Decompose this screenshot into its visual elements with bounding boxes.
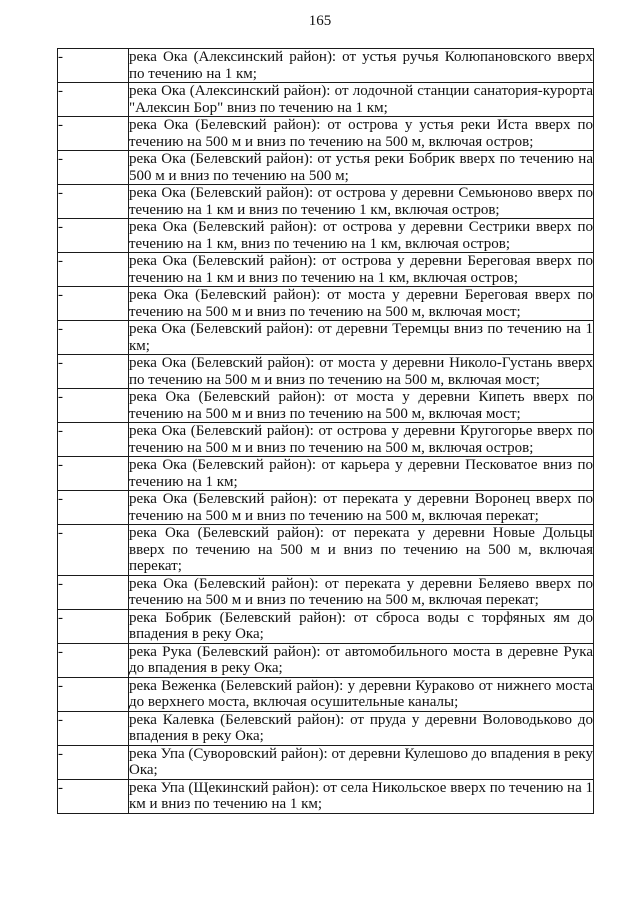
row-marker: - — [58, 355, 129, 389]
row-marker: - — [58, 321, 129, 355]
row-text: река Ока (Белевский район): от карьера у деревни Песковатое вниз по течению на 1 км; — [129, 457, 593, 490]
row-marker: - — [58, 525, 129, 576]
table-body — [58, 49, 594, 814]
row-text: река Ока (Белевский район): от острова у устья реки Иста вверх по течению на 500 м и вниз по течению на 500 м, включая остров; — [129, 117, 593, 150]
row-text: река Ока (Белевский район): от моста у деревни Николо-Густань вверх по течению на 500 м и вниз по течению на 500 м, включая мост; — [129, 355, 593, 388]
row-marker: - — [58, 185, 129, 219]
row-text: река Ока (Белевский район): от переката у деревни Воронец вверх по течению на 500 м и вниз по течению на 500 м, включая перекат; — [129, 491, 593, 524]
table-row — [58, 457, 594, 491]
row-text: река Ока (Алексинский район): от устья ручья Колюпановского вверх по течению на 1 км; — [129, 49, 593, 82]
table-row — [58, 643, 594, 677]
row-text: река Ока (Белевский район): от острова у деревни Сестрики вверх по течению на 1 км, вниз по течению на 1 км, включая остров; — [129, 219, 593, 252]
table-row — [58, 525, 594, 576]
row-text: река Ока (Белевский район): от острова у деревни Семьюново вверх по течению на 1 км и вниз по течению 1 км, включая остров; — [129, 185, 593, 218]
row-text: река Ока (Белевский район): от переката у деревни Новые Дольцы вверх по течению на 500 м и вниз по течению на 500 м, включая перекат; — [129, 525, 593, 574]
row-marker: - — [58, 219, 129, 253]
row-marker: - — [58, 117, 129, 151]
table-row — [58, 389, 594, 423]
row-marker: - — [58, 677, 129, 711]
row-text: река Ока (Белевский район): от переката у деревни Беляево вверх по течению на 500 м и вниз по течению на 500 м, включая перекат; — [129, 575, 593, 608]
row-text: река Ока (Белевский район): от моста у деревни Кипеть вверх по течению на 500 м и вниз по течению на 500 м, включая мост; — [129, 389, 593, 422]
row-text: река Упа (Суворовский район): от деревни Кулешово до впадения в реку Ока; — [129, 745, 593, 778]
row-text: река Упа (Щекинский район): от села Никольское вверх по течению на 1 км и вниз по течению на 1 км; — [129, 779, 593, 812]
row-text: река Ока (Алексинский район): от лодочной станции санатория-курорта "Алексин Бор" вниз по течению на 1 км; — [129, 83, 593, 116]
row-marker: - — [58, 779, 129, 813]
row-marker: - — [58, 745, 129, 779]
row-marker: - — [58, 711, 129, 745]
table-row — [58, 779, 594, 813]
table-row — [58, 711, 594, 745]
table-row — [58, 219, 594, 253]
table-row — [58, 491, 594, 525]
row-marker: - — [58, 491, 129, 525]
row-marker: - — [58, 457, 129, 491]
table-row — [58, 575, 594, 609]
row-marker: - — [58, 575, 129, 609]
table-row — [58, 745, 594, 779]
table-row — [58, 83, 594, 117]
table-row — [58, 609, 594, 643]
row-text: река Калевка (Белевский район): от пруда у деревни Воловодьково до впадения в реку Ока; — [129, 711, 593, 744]
row-text: река Ока (Белевский район): от устья реки Бобрик вверх по течению на 500 м и вниз по течению на 500 м; — [129, 151, 593, 184]
row-marker: - — [58, 253, 129, 287]
table-row — [58, 253, 594, 287]
page-number: 165 — [308, 13, 332, 29]
row-marker: - — [58, 609, 129, 643]
row-text: река Ока (Белевский район): от острова у деревни Кругогорье вверх по течению на 500 м и вниз по течению на 500 м, включая остров; — [129, 423, 593, 456]
row-marker: - — [58, 423, 129, 457]
table-row — [58, 185, 594, 219]
row-marker: - — [58, 287, 129, 321]
row-marker: - — [58, 389, 129, 423]
table-row — [58, 423, 594, 457]
table-row — [58, 677, 594, 711]
row-marker: - — [58, 643, 129, 677]
row-marker: - — [58, 83, 129, 117]
row-text: река Бобрик (Белевский район): от сброса воды с торфяных ям до впадения в реку Ока; — [129, 609, 593, 642]
table-row — [58, 321, 594, 355]
table-row — [58, 49, 594, 83]
row-text: река Ока (Белевский район): от деревни Теремцы вниз по течению на 1 км; — [129, 321, 593, 354]
table-row — [58, 151, 594, 185]
row-text: река Рука (Белевский район): от автомобильного моста в деревне Рука до впадения в реку Ока; — [129, 643, 593, 676]
table-row — [58, 355, 594, 389]
document-table — [57, 48, 594, 814]
row-marker: - — [58, 151, 129, 185]
table-row — [58, 287, 594, 321]
row-text: река Веженка (Белевский район): у деревни Кураково от нижнего моста до верхнего моста, включая осушительные каналы; — [129, 677, 593, 710]
row-marker: - — [58, 49, 129, 83]
row-text: река Ока (Белевский район): от моста у деревни Береговая вверх по течению на 500 м и вниз по течению на 500 м, включая мост; — [129, 287, 593, 320]
row-text: река Ока (Белевский район): от острова у деревни Береговая вверх по течению на 1 км и вниз по течению на 1 км, включая остров; — [129, 253, 593, 286]
table-row — [58, 117, 594, 151]
